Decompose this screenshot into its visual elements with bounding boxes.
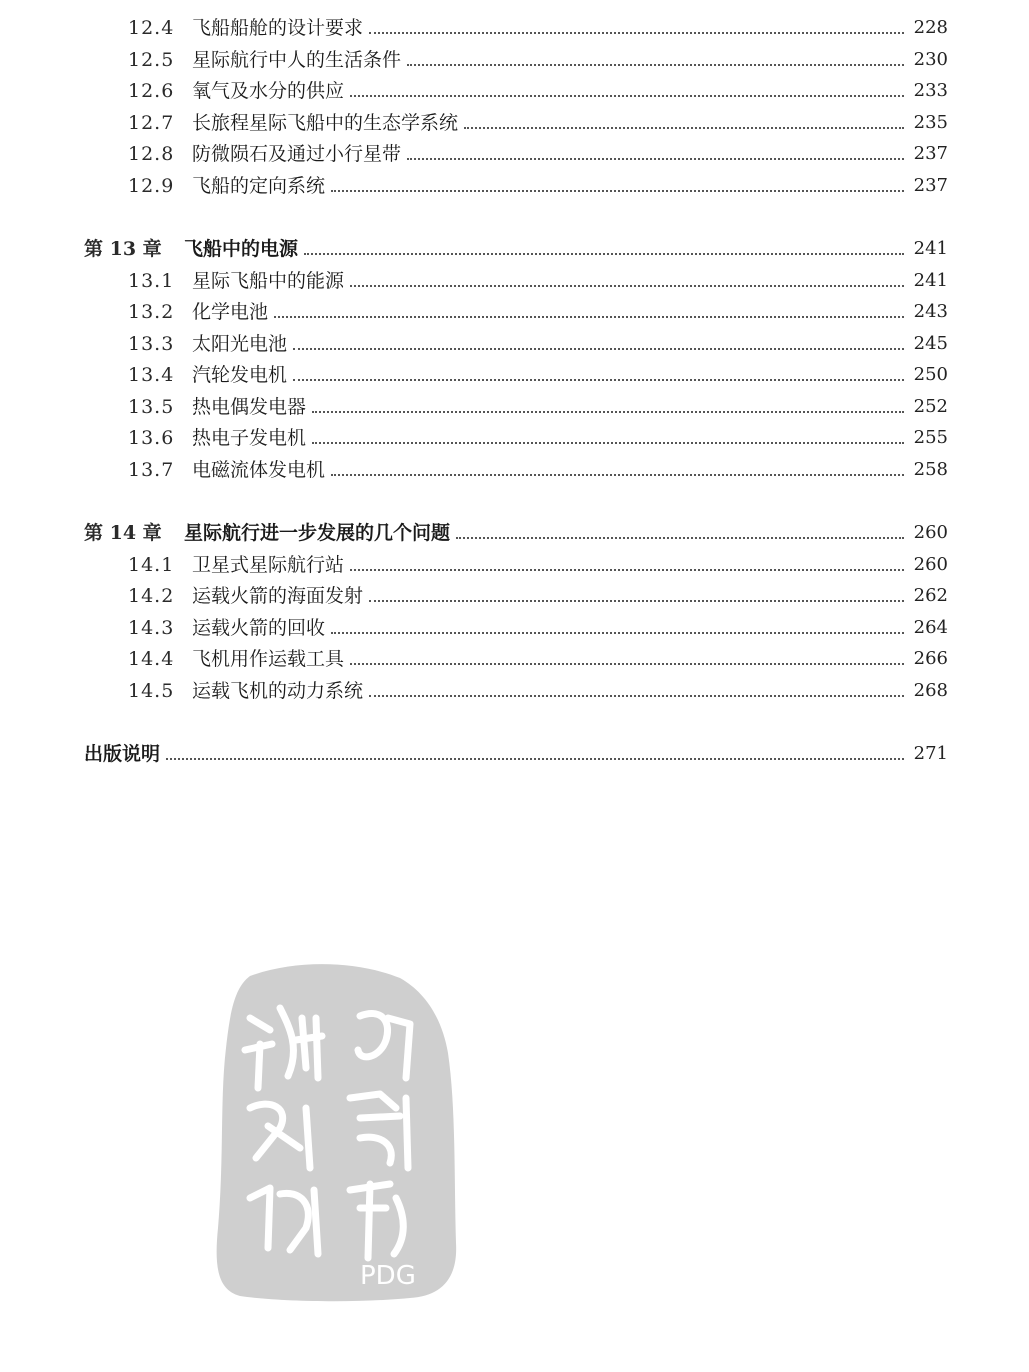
toc-number: 14.4 <box>128 648 175 670</box>
toc-section-row[interactable] <box>128 422 948 450</box>
toc-page-number: 268 <box>913 679 948 701</box>
toc-title: 化学电池 <box>192 301 269 323</box>
toc-title: 卫星式星际航行站 <box>192 553 345 576</box>
toc-section-row[interactable] <box>128 359 948 387</box>
toc-section-row[interactable] <box>128 612 948 640</box>
dot-leader <box>350 284 904 287</box>
dot-leader <box>350 94 904 97</box>
toc-title: 电磁流体发电机 <box>192 458 326 481</box>
toc-page-number: 237 <box>913 174 948 196</box>
dot-leader <box>407 63 904 66</box>
toc-title: 飞船的定向系统 <box>192 174 326 197</box>
dot-leader <box>464 126 904 129</box>
toc-title: 星际飞船中的能源 <box>192 269 345 292</box>
dot-leader <box>293 347 904 350</box>
dot-leader <box>312 441 904 444</box>
toc-number: 13.7 <box>128 458 175 481</box>
toc-number: 14.2 <box>128 585 175 607</box>
toc-section-row[interactable] <box>128 44 948 72</box>
toc-misc-row[interactable] <box>84 738 948 766</box>
toc-number: 13.1 <box>128 269 175 292</box>
toc-section-row[interactable] <box>128 138 948 166</box>
dot-leader <box>274 315 904 318</box>
toc-title: 飞船船舱的设计要求 <box>192 17 364 39</box>
toc-page-number: 230 <box>913 48 948 70</box>
toc-title: 防微陨石及通过小行星带 <box>192 143 402 165</box>
toc-number: 第 14 章 <box>84 522 162 544</box>
toc-page-number: 255 <box>913 427 948 448</box>
toc-number: 14.5 <box>128 679 175 702</box>
toc-page-number: 233 <box>913 80 948 101</box>
toc-page-number: 245 <box>913 332 948 354</box>
toc-title: 氧气及水分的供应 <box>192 80 345 102</box>
watermark-label: PDG <box>360 1261 416 1291</box>
toc-page-number: 264 <box>913 616 948 638</box>
toc-page-number: 260 <box>913 553 948 575</box>
dot-leader <box>369 694 904 697</box>
toc-page-number: 260 <box>913 522 948 543</box>
toc-title: 星际航行中人的生活条件 <box>192 48 402 71</box>
seal-stone-shape <box>217 964 457 1301</box>
toc-page-number: 258 <box>913 458 948 480</box>
dot-leader <box>350 662 904 665</box>
toc-number: 12.7 <box>128 111 175 134</box>
toc-title: 运载火箭的海面发射 <box>192 585 364 607</box>
toc-number: 12.6 <box>128 80 175 102</box>
toc-number: 12.8 <box>128 143 175 165</box>
dot-leader <box>369 31 904 34</box>
toc-title: 长旅程星际飞船中的生态学系统 <box>192 111 459 134</box>
toc-title: 星际航行进一步发展的几个问题 <box>184 522 451 544</box>
toc-title: 出版说明 <box>84 743 161 765</box>
toc-section-row[interactable] <box>128 296 948 324</box>
toc-number: 14.3 <box>128 616 175 639</box>
toc-number: 13.4 <box>128 364 175 386</box>
toc-section-row[interactable] <box>128 549 948 577</box>
dot-leader <box>331 189 904 192</box>
toc-section-row[interactable] <box>128 675 948 703</box>
toc-chapter-row[interactable] <box>84 233 948 261</box>
toc-number: 12.5 <box>128 48 175 71</box>
toc-chapter-row[interactable] <box>84 517 948 545</box>
dot-leader <box>166 757 904 760</box>
dot-leader <box>369 599 904 602</box>
toc-section-row[interactable] <box>128 391 948 419</box>
toc-page-number: 241 <box>913 238 948 259</box>
toc-page-number: 252 <box>913 395 948 417</box>
toc-number: 第 13 章 <box>84 238 162 260</box>
toc-page-number: 271 <box>913 743 948 764</box>
toc-page-number: 241 <box>913 269 948 291</box>
toc-number: 12.4 <box>128 17 175 39</box>
seal-watermark-icon <box>210 958 460 1308</box>
toc-section-row[interactable] <box>128 170 948 198</box>
toc-number: 12.9 <box>128 174 175 197</box>
toc-page-number: 237 <box>913 143 948 164</box>
toc-page-number: 243 <box>913 301 948 322</box>
dot-leader <box>407 157 904 160</box>
toc-section-row[interactable] <box>128 75 948 103</box>
toc-number: 13.5 <box>128 395 175 418</box>
toc-section-row[interactable] <box>128 265 948 293</box>
dot-leader <box>350 568 904 571</box>
dot-leader <box>304 252 904 255</box>
toc-number: 14.1 <box>128 553 175 576</box>
toc-page-number: 262 <box>913 585 948 606</box>
toc-title: 飞船中的电源 <box>184 238 299 260</box>
toc-page-number: 266 <box>913 648 948 669</box>
toc-title: 太阳光电池 <box>192 332 288 355</box>
toc-number: 13.3 <box>128 332 175 355</box>
toc-title: 运载飞机的动力系统 <box>192 679 364 702</box>
dot-leader <box>456 536 904 539</box>
toc-page-number: 235 <box>913 111 948 133</box>
dot-leader <box>312 410 904 413</box>
toc-number: 13.6 <box>128 427 175 449</box>
toc-title: 运载火箭的回收 <box>192 616 326 639</box>
toc-title: 汽轮发电机 <box>192 364 288 386</box>
toc-title: 热电偶发电器 <box>192 395 307 418</box>
toc-page-number: 250 <box>913 364 948 385</box>
toc-section-row[interactable] <box>128 12 948 40</box>
toc-section-row[interactable] <box>128 580 948 608</box>
toc-section-row[interactable] <box>128 454 948 482</box>
toc-section-row[interactable] <box>128 107 948 135</box>
dot-leader <box>293 378 904 381</box>
toc-number: 13.2 <box>128 301 175 323</box>
dot-leader <box>331 473 904 476</box>
dot-leader <box>331 631 904 634</box>
toc-section-row[interactable] <box>128 643 948 671</box>
toc-section-row[interactable] <box>128 328 948 356</box>
toc-title: 飞机用作运载工具 <box>192 648 345 670</box>
toc-title: 热电子发电机 <box>192 427 307 449</box>
toc-page-number: 228 <box>913 17 948 38</box>
